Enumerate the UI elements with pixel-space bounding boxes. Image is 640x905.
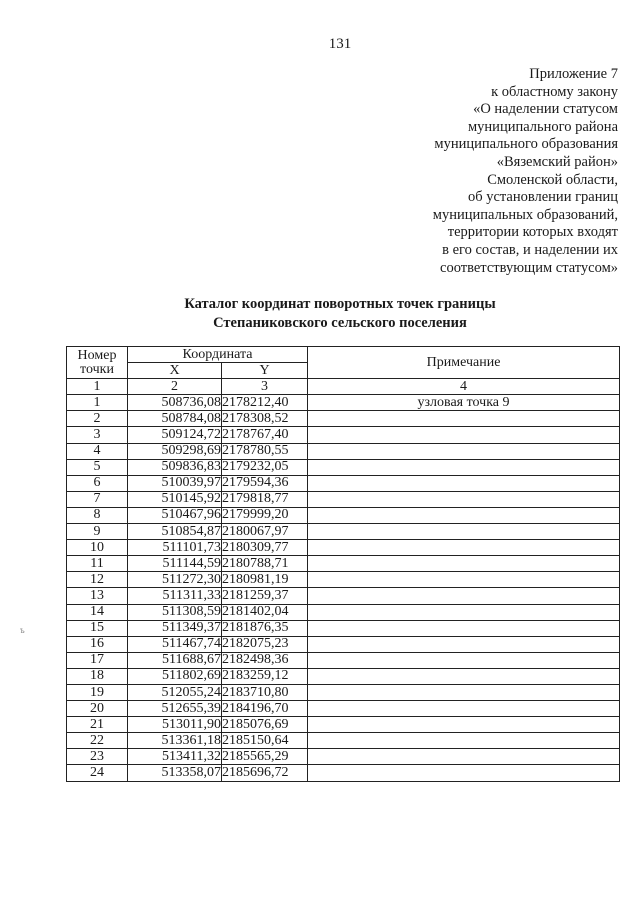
appendix-line: муниципального образования [434,136,618,153]
note-cell [308,717,620,733]
y-coordinate-cell: 2181259,37 [222,588,308,604]
point-number-cell: 19 [67,684,128,700]
appendix-line: к областному закону [491,83,618,100]
title-line-1: Каталог координат поворотных точек границы [184,296,496,312]
table-row [67,717,620,733]
note-cell [308,507,620,523]
note-cell [308,572,620,588]
appendix-line: в его состав, и наделении их [442,241,618,258]
x-coordinate-cell: 513361,18 [128,733,222,749]
point-number-cell: 15 [67,620,128,636]
note-cell [308,540,620,556]
point-number-cell: 17 [67,652,128,668]
appendix-line: муниципальных образований, [432,206,618,223]
x-coordinate-cell: 511802,69 [128,668,222,684]
x-coordinate-cell: 511101,73 [128,540,222,556]
note-cell [308,733,620,749]
note-cell [308,652,620,668]
header-row-1 [67,347,620,363]
note-cell [308,443,620,459]
appendix-line: Смоленской области, [487,171,618,188]
point-number-cell: 1 [67,395,128,411]
point-number-cell: 3 [67,427,128,443]
coordinates-table [66,346,620,782]
appendix-line: Приложение 7 [529,66,618,82]
y-coordinate-cell: 2182498,36 [222,652,308,668]
appendix-line: соответствующим статусом» [440,259,618,276]
note-cell [308,604,620,620]
note-cell [308,427,620,443]
table-row [67,765,620,781]
table-row [67,411,620,427]
x-coordinate-cell: 513011,90 [128,717,222,733]
note-cell [308,701,620,717]
note-cell [308,411,620,427]
index-cell: 4 [308,379,620,395]
table-row [67,749,620,765]
note-cell [308,684,620,700]
table-row [67,572,620,588]
point-number-cell: 16 [67,636,128,652]
x-coordinate-cell: 510039,97 [128,475,222,491]
x-coordinate-cell: 509124,72 [128,427,222,443]
x-coordinate-cell: 511688,67 [128,652,222,668]
y-coordinate-cell: 2181876,35 [222,620,308,636]
point-number-cell: 22 [67,733,128,749]
point-number-cell: 9 [67,524,128,540]
table-row [67,443,620,459]
appendix-header [318,66,618,277]
x-header: X [128,363,222,379]
note-cell [308,588,620,604]
table-body [67,395,620,781]
coordinate-header: Координата [128,347,308,363]
index-row [67,379,620,395]
point-number-cell: 2 [67,411,128,427]
table-row [67,652,620,668]
y-coordinate-cell: 2180981,19 [222,572,308,588]
note-cell: узловая точка 9 [308,395,620,411]
x-coordinate-cell: 511144,59 [128,556,222,572]
point-number-cell: 6 [67,475,128,491]
y-coordinate-cell: 2185565,29 [222,749,308,765]
note-cell [308,556,620,572]
y-coordinate-cell: 2179594,36 [222,475,308,491]
y-coordinate-cell: 2178308,52 [222,411,308,427]
x-coordinate-cell: 510467,96 [128,507,222,523]
table-row [67,459,620,475]
x-coordinate-cell: 513411,32 [128,749,222,765]
number-header-line-2: точки [80,361,114,377]
x-coordinate-cell: 508784,08 [128,411,222,427]
point-number-cell: 5 [67,459,128,475]
x-coordinate-cell: 509298,69 [128,443,222,459]
x-coordinate-cell: 511467,74 [128,636,222,652]
point-number-cell: 14 [67,604,128,620]
x-coordinate-cell: 510145,92 [128,491,222,507]
y-coordinate-cell: 2184196,70 [222,701,308,717]
note-cell [308,475,620,491]
x-coordinate-cell: 509836,83 [128,459,222,475]
table-row [67,540,620,556]
index-cell: 1 [67,379,128,395]
point-number-cell: 13 [67,588,128,604]
number-header-line-1: Номер [77,347,117,363]
note-header: Примечание [308,347,620,379]
point-number-cell: 8 [67,507,128,523]
table-row [67,395,620,411]
index-cell: 3 [222,379,308,395]
table-row [67,733,620,749]
x-coordinate-cell: 512055,24 [128,684,222,700]
point-number-cell: 11 [67,556,128,572]
y-coordinate-cell: 2179818,77 [222,491,308,507]
table-row [67,491,620,507]
table-row [67,604,620,620]
y-coordinate-cell: 2185150,64 [222,733,308,749]
table-row [67,475,620,491]
point-number-cell: 23 [67,749,128,765]
y-coordinate-cell: 2182075,23 [222,636,308,652]
x-coordinate-cell: 511272,30 [128,572,222,588]
x-coordinate-cell: 508736,08 [128,395,222,411]
y-coordinate-cell: 2180067,97 [222,524,308,540]
note-cell [308,491,620,507]
table-row [67,427,620,443]
table-row [67,556,620,572]
appendix-line: территории которых входят [447,224,618,241]
y-coordinate-cell: 2178212,40 [222,395,308,411]
y-coordinate-cell: 2180788,71 [222,556,308,572]
point-number-cell: 10 [67,540,128,556]
x-coordinate-cell: 512655,39 [128,701,222,717]
y-coordinate-cell: 2185076,69 [222,717,308,733]
appendix-line: об установлении границ [467,189,618,206]
table-row [67,620,620,636]
note-cell [308,765,620,781]
table-row [67,524,620,540]
table-row [67,701,620,717]
y-coordinate-cell: 2181402,04 [222,604,308,620]
y-coordinate-cell: 2183710,80 [222,684,308,700]
table-row [67,684,620,700]
scan-mark: ъ [20,625,25,635]
x-coordinate-cell: 511308,59 [128,604,222,620]
table-row [67,588,620,604]
y-coordinate-cell: 2180309,77 [222,540,308,556]
page-number: 131 [328,36,352,52]
y-coordinate-cell: 2178767,40 [222,427,308,443]
document-title [0,295,640,333]
point-number-cell: 4 [67,443,128,459]
appendix-line: муниципального района [468,118,618,135]
number-header [67,347,128,379]
table-row [67,507,620,523]
note-cell [308,636,620,652]
appendix-line: «О наделении статусом [473,101,618,118]
point-number-cell: 12 [67,572,128,588]
x-coordinate-cell: 513358,07 [128,765,222,781]
table-row [67,668,620,684]
note-cell [308,749,620,765]
y-coordinate-cell: 2185696,72 [222,765,308,781]
title-line-2: Степаниковского сельского поселения [213,315,467,331]
y-header: Y [222,363,308,379]
y-coordinate-cell: 2179999,20 [222,507,308,523]
note-cell [308,459,620,475]
y-coordinate-cell: 2178780,55 [222,443,308,459]
point-number-cell: 18 [67,668,128,684]
point-number-cell: 7 [67,491,128,507]
note-cell [308,620,620,636]
point-number-cell: 20 [67,701,128,717]
note-cell [308,668,620,684]
appendix-line: «Вяземский район» [496,153,618,170]
point-number-cell: 21 [67,717,128,733]
table-row [67,636,620,652]
x-coordinate-cell: 511311,33 [128,588,222,604]
y-coordinate-cell: 2179232,05 [222,459,308,475]
y-coordinate-cell: 2183259,12 [222,668,308,684]
note-cell [308,524,620,540]
x-coordinate-cell: 510854,87 [128,524,222,540]
index-cell: 2 [128,379,222,395]
point-number-cell: 24 [67,765,128,781]
x-coordinate-cell: 511349,37 [128,620,222,636]
